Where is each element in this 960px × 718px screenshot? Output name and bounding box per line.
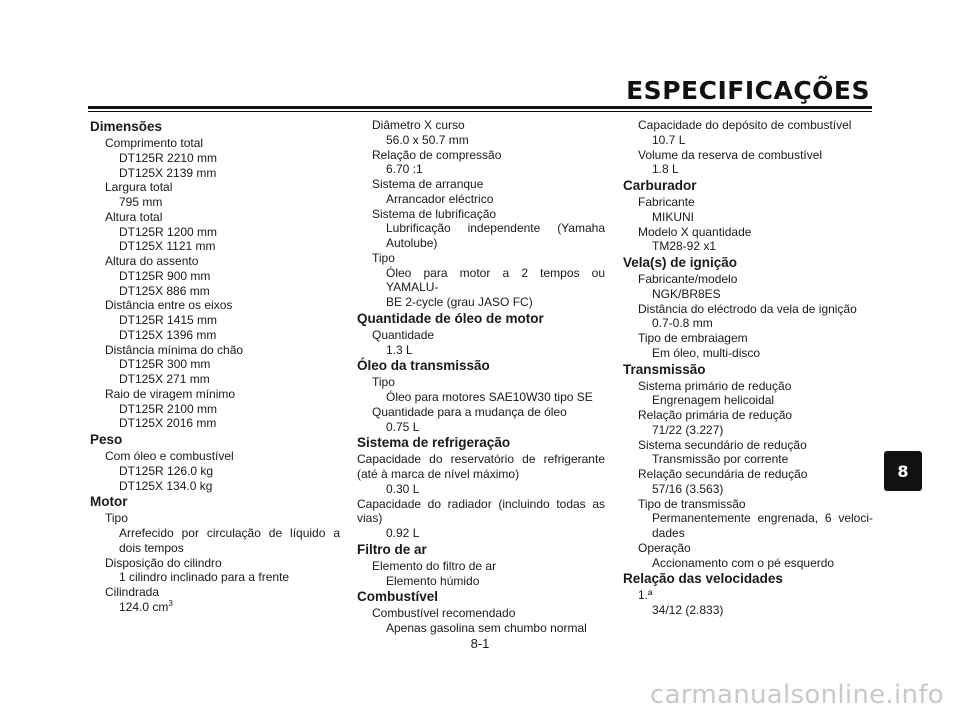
spec-value: DT125R 126.0 kg — [119, 463, 214, 478]
spec-value: DT125R 900 mm — [119, 268, 211, 283]
spec-label: Volume da reserva de combustível — [638, 147, 823, 162]
displacement-superscript: 3 — [168, 598, 173, 608]
spec-label: Tipo de embraiagem — [638, 331, 748, 345]
spec-label: Capacidade do radiador (incluindo todas as — [357, 496, 605, 511]
spec-column-1 — [90, 118, 340, 615]
spec-label: 1.ª — [638, 588, 653, 603]
chapter-tab: 8 — [884, 451, 922, 491]
spec-value: Accionamento com o pé esquerdo — [652, 555, 835, 570]
spec-label: Tipo — [105, 511, 128, 526]
spec-column-3 — [623, 118, 873, 618]
spec-label: Tipo — [372, 250, 395, 265]
spec-label: Com óleo e combustível — [105, 449, 234, 463]
spec-label: Tipo de transmissão — [638, 496, 746, 511]
spec-value: Arrefecido por circulação de líquido a — [119, 526, 340, 540]
spec-label: Relação secundária de redução — [638, 467, 808, 481]
spec-label: Sistema de lubrificação — [372, 206, 497, 221]
spec-value: MIKUNI — [652, 209, 694, 224]
page-title: ESPECIFICAÇÕES — [626, 76, 870, 105]
spec-value: 0.7-0.8 mm — [652, 316, 713, 331]
section-heading: Combustível — [357, 589, 439, 605]
spec-value: 1 cilindro inclinado para a frente — [119, 570, 290, 585]
spec-label: Distância do eléctrodo da vela de ignição — [638, 301, 857, 316]
spec-value: dois tempos — [119, 540, 184, 555]
spec-value: DT125X 1121 mm — [119, 239, 216, 254]
section-heading: Peso — [90, 432, 123, 447]
spec-label: Comprimento total — [105, 136, 204, 150]
spec-label: Combustível recomendado — [372, 606, 516, 621]
spec-value: 56.0 x 50.7 mm — [386, 132, 469, 147]
header-rule-thick — [88, 106, 872, 109]
spec-value: Elemento húmido — [386, 573, 480, 588]
spec-label: Operação — [638, 540, 691, 555]
spec-value: 34/12 (2.833) — [652, 603, 724, 617]
spec-label: Quantidade para a mudança de óleo — [372, 404, 567, 419]
spec-value: DT125X 271 mm — [119, 372, 210, 386]
spec-column-2 — [357, 118, 605, 636]
spec-value: 71/22 (3.227) — [652, 422, 724, 437]
spec-value: 6.70 :1 — [386, 162, 423, 177]
spec-label: Largura total — [105, 180, 173, 195]
section-heading: Transmissão — [623, 361, 706, 377]
spec-value: DT125X 134.0 kg — [119, 478, 213, 493]
spec-value: DT125R 2210 mm — [119, 150, 218, 165]
section-heading: Sistema de refrigeração — [357, 435, 511, 451]
spec-label: (até à marca de nível máximo) — [357, 467, 520, 481]
spec-label: Relação primária de redução — [638, 408, 793, 422]
spec-value: dades — [652, 526, 685, 540]
section-heading: Óleo da transmissão — [357, 358, 490, 374]
spec-label: Quantidade — [372, 327, 435, 342]
spec-value-displacement — [90, 600, 340, 615]
spec-value: DT125R 1200 mm — [119, 224, 218, 239]
spec-label: Cilindrada — [105, 585, 160, 599]
spec-value: 795 mm — [119, 195, 163, 209]
spec-value: Lubrificação independente (Yamaha — [386, 221, 605, 236]
watermark: carmanualsonline.info — [649, 680, 944, 710]
spec-label: Raio de viragem mínimo — [105, 386, 236, 401]
spec-label: Distância entre os eixos — [105, 298, 233, 313]
spec-label: Elemento do filtro de ar — [372, 558, 497, 573]
section-heading: Motor — [90, 494, 128, 510]
spec-label: Modelo X quantidade — [638, 224, 752, 239]
spec-value: BE 2-cycle (grau JASO FC) — [386, 295, 533, 309]
spec-label: vias) — [357, 511, 383, 526]
spec-value: Em óleo, multi-disco — [652, 345, 761, 360]
spec-value: DT125X 2016 mm — [119, 416, 217, 431]
spec-label: Relação de compressão — [372, 147, 502, 162]
spec-value: Engrenagem helicoidal — [652, 393, 775, 408]
spec-value: DT125R 1415 mm — [119, 313, 218, 327]
spec-label: Sistema secundário de redução — [638, 437, 807, 452]
spec-value: 0.75 L — [386, 419, 420, 434]
spec-value: Arrancador eléctrico — [386, 191, 494, 206]
spec-value: NGK/BR8ES — [652, 286, 721, 301]
page-number: 8-1 — [470, 636, 490, 651]
spec-label: Fabricante/modelo — [638, 272, 738, 286]
spec-label: Disposição do cilindro — [105, 555, 222, 570]
spec-value: DT125X 2139 mm — [119, 165, 217, 180]
section-heading: Vela(s) de ignição — [623, 255, 738, 270]
spec-label: Altura total — [105, 209, 163, 224]
section-heading: Carburador — [623, 178, 697, 193]
displacement-value: 124.0 cm — [119, 599, 169, 614]
spec-value: 1.8 L — [652, 162, 679, 177]
spec-label: Fabricante — [638, 195, 695, 209]
spec-label: Diâmetro X curso — [372, 118, 465, 132]
spec-value: TM28-92 x1 — [652, 239, 717, 254]
spec-value: 0.30 L — [386, 481, 420, 496]
spec-label: Sistema primário de redução — [638, 378, 792, 393]
spec-value: 57/16 (3.563) — [652, 481, 724, 496]
spec-value: Apenas gasolina sem chumbo normal — [386, 621, 587, 635]
spec-value: 0.92 L — [386, 526, 420, 540]
spec-value: Autolube) — [386, 236, 438, 250]
spec-value: Óleo para motores SAE10W30 tipo SE — [386, 390, 593, 404]
section-heading: Dimensões — [90, 119, 163, 134]
spec-label: Altura do assento — [105, 254, 199, 268]
spec-label: Capacidade do depósito de combustível — [638, 118, 852, 132]
section-heading: Relação das velocidades — [623, 571, 783, 587]
spec-label: Capacidade do reservatório de refrigerante — [357, 452, 605, 467]
header-rule-thin — [88, 111, 872, 112]
spec-value: Permanentemente engrenada, 6 veloci- — [652, 511, 873, 526]
spec-value: 10.7 L — [652, 132, 686, 147]
spec-value: 1.3 L — [386, 342, 413, 357]
spec-label: Tipo — [372, 375, 395, 390]
spec-value: DT125X 886 mm — [119, 283, 210, 298]
spec-value: Transmissão por corrente — [652, 452, 789, 467]
spec-value: DT125R 300 mm — [119, 357, 211, 372]
spec-value: DT125R 2100 mm — [119, 401, 218, 416]
spec-label: Sistema de arranque — [372, 177, 484, 191]
section-heading: Filtro de ar — [357, 541, 427, 557]
spec-value: Óleo para motor a 2 tempos ou YAMALU- — [386, 265, 605, 295]
section-heading: Quantidade de óleo de motor — [357, 310, 544, 326]
spec-label: Distância mínima do chão — [105, 342, 244, 357]
spec-value: DT125X 1396 mm — [119, 327, 217, 342]
